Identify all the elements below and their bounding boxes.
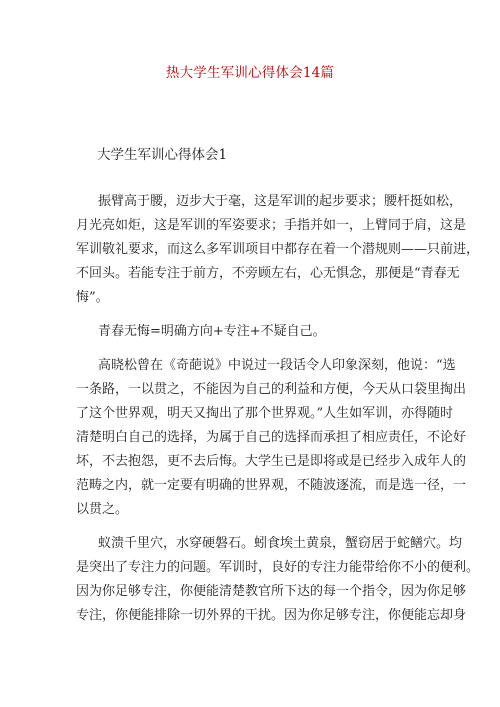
paragraph-line: 蚁溃千里穴，水穿硬磐石。蚓食埃土黄泉，蟹窃居于蛇鳝穴。均 [98, 536, 463, 551]
paragraph-line: 一条路，一以贯之，不能因为自己的利益和方便，今天从口袋里掏出 [76, 382, 467, 397]
paragraph-line: 高晓松曾在《奇葩说》中说过一段话令人印象深刻，他说：“选 [98, 358, 456, 373]
paragraph-line: 悔”。 [76, 290, 109, 305]
paragraph-line: 军训敬礼要求，而这么多军训项目中都存在着一个潜规则——只前进， [76, 242, 480, 257]
paragraph-line: 不回头。若能专注于前方，不旁顾左右，心无惧念，那便是“青春无 [76, 266, 460, 281]
paragraph-line: 清楚明白自己的选择，为属于自己的选择而承担了相应责任，不论好 [76, 430, 467, 445]
paragraph-line: 范畴之内，就一定要有明确的世界观，不随波逐流，而是选一径，一 [76, 478, 467, 493]
section-title: 大学生军训心得体会1 [97, 147, 228, 163]
paragraph-line: 坏，不去抱怨，更不去后悔。大学生已是即将或是已经步入成年人的 [76, 454, 467, 469]
paragraph-line: 以贯之。 [76, 502, 129, 517]
paragraph-line: 振臂高于腰，迈步大于毫，这是军训的起步要求；腰杆挺如松， [98, 194, 463, 209]
document-title: 热大学生军训心得体会14篇 [165, 65, 335, 81]
paragraph-line: 了这个世界观，明天又掏出了那个世界观。”人生如军训，亦得随时 [76, 406, 454, 421]
paragraph-line: 专注，你便能排除一切外界的干扰。因为你足够专注，你便能忘却身 [76, 608, 467, 623]
paragraph-line: 月光亮如炬，这是军训的军姿要求；手指并如一，上臂同于肩，这是 [76, 218, 467, 233]
paragraph-line: 青春无悔=明确方向+专注+不疑自己。 [98, 324, 326, 339]
paragraph-line: 因为你足够专注，你便能清楚教官所下达的每一个指令，因为你足够 [76, 584, 467, 599]
paragraph-line: 是突出了专注力的问题。军训时，良好的专注力能带给你不小的便利。 [76, 560, 480, 575]
